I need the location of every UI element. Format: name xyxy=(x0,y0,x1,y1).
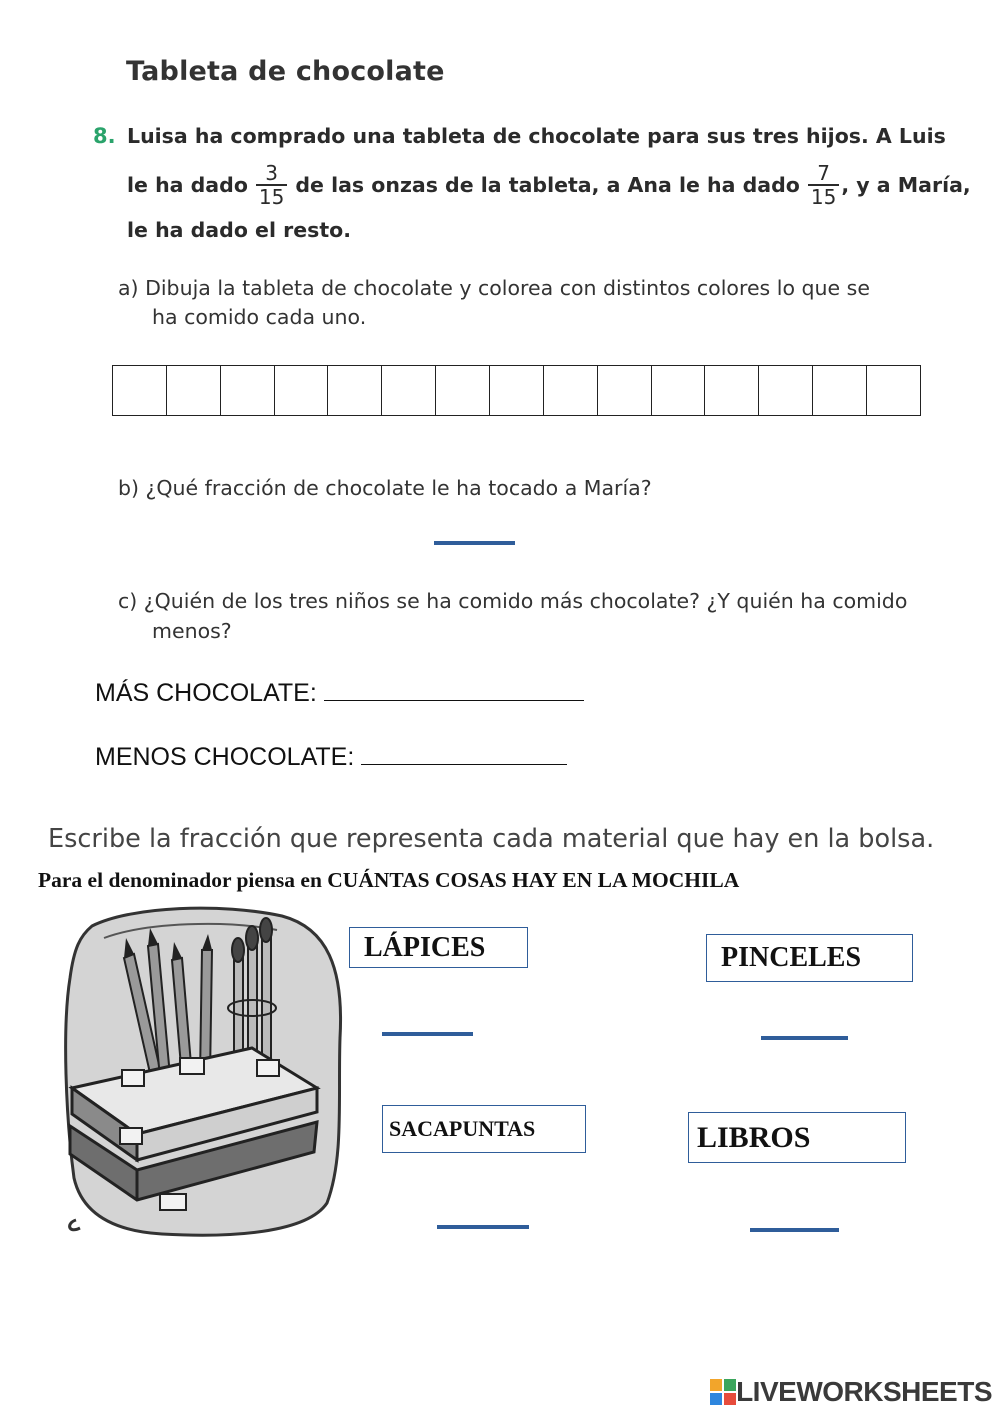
liveworksheets-logo xyxy=(710,1376,992,1408)
chocolate-square[interactable] xyxy=(489,366,543,415)
chocolate-square[interactable] xyxy=(651,366,705,415)
pinceles-fraction-blank[interactable] xyxy=(761,1036,848,1040)
mas-chocolate-answer[interactable] xyxy=(324,678,584,701)
luis-numerator: 3 xyxy=(265,161,278,185)
liveworksheets-logo-icon xyxy=(710,1379,736,1405)
mas-chocolate-label: MÁS CHOCOLATE: xyxy=(95,679,324,707)
lapices-fraction-blank[interactable] xyxy=(382,1032,473,1036)
problem-line-1: Luisa ha comprado una tableta de chocolate para sus tres hijos. A Luis xyxy=(127,124,946,148)
chocolate-square[interactable] xyxy=(113,366,166,415)
problem-line-2-c: , y a María, xyxy=(841,173,971,197)
libros-label-box: LIBROS xyxy=(688,1112,906,1163)
chocolate-square[interactable] xyxy=(435,366,489,415)
backpack-illustration xyxy=(52,898,352,1248)
chocolate-square[interactable] xyxy=(758,366,812,415)
question-c-line-1: c) ¿Quién de los tres niños se ha comido más chocolate? ¿Y quién ha comido xyxy=(118,589,908,613)
problem-line-2 xyxy=(127,156,971,214)
liveworksheets-logo-text: LIVEWORKSHEETS xyxy=(736,1376,992,1407)
section-title: Tableta de chocolate xyxy=(126,56,445,87)
sacapuntas-fraction-blank[interactable] xyxy=(437,1225,529,1229)
chocolate-square[interactable] xyxy=(704,366,758,415)
ana-numerator: 7 xyxy=(817,161,830,185)
problem-number: 8. xyxy=(93,124,116,148)
problem-line-2-a: le ha dado xyxy=(127,173,248,197)
problem-line-3: le ha dado el resto. xyxy=(127,218,351,242)
question-a-line-2: ha comido cada uno. xyxy=(152,305,367,329)
chocolate-square[interactable] xyxy=(597,366,651,415)
question-c-line-2: menos? xyxy=(152,619,232,643)
mas-chocolate-row xyxy=(95,678,584,708)
chocolate-square[interactable] xyxy=(166,366,220,415)
pinceles-label-box: PINCELES xyxy=(706,934,913,982)
luis-fraction xyxy=(256,162,287,208)
chocolate-square[interactable] xyxy=(543,366,597,415)
libros-fraction-blank[interactable] xyxy=(750,1228,839,1232)
maria-fraction-blank[interactable] xyxy=(434,541,515,545)
lapices-label-box: LÁPICES xyxy=(349,927,528,968)
question-b: b) ¿Qué fracción de chocolate le ha tocado a María? xyxy=(118,476,652,500)
menos-chocolate-label: MENOS CHOCOLATE: xyxy=(95,743,362,771)
denominator-hint: Para el denominador piensa en CUÁNTAS COSAS HAY EN LA MOCHILA xyxy=(38,868,740,892)
chocolate-square[interactable] xyxy=(381,366,435,415)
chocolate-square[interactable] xyxy=(866,366,920,415)
problem-line-2-b: de las onzas de la tableta, a Ana le ha dado xyxy=(295,173,800,197)
chocolate-square[interactable] xyxy=(274,366,328,415)
chocolate-square[interactable] xyxy=(812,366,866,415)
chocolate-square[interactable] xyxy=(220,366,274,415)
ana-denominator: 15 xyxy=(808,184,839,208)
second-instruction: Escribe la fracción que representa cada material que hay en la bolsa. xyxy=(48,824,935,854)
chocolate-bar-grid[interactable] xyxy=(112,365,921,416)
menos-chocolate-answer[interactable] xyxy=(361,742,567,765)
chocolate-square[interactable] xyxy=(327,366,381,415)
luis-denominator: 15 xyxy=(256,184,287,208)
question-a-line-1: a) Dibuja la tableta de chocolate y colorea con distintos colores lo que se xyxy=(118,276,870,300)
sacapuntas-label-box: SACAPUNTAS xyxy=(382,1105,586,1153)
ana-fraction xyxy=(808,162,839,208)
menos-chocolate-row xyxy=(95,742,567,772)
